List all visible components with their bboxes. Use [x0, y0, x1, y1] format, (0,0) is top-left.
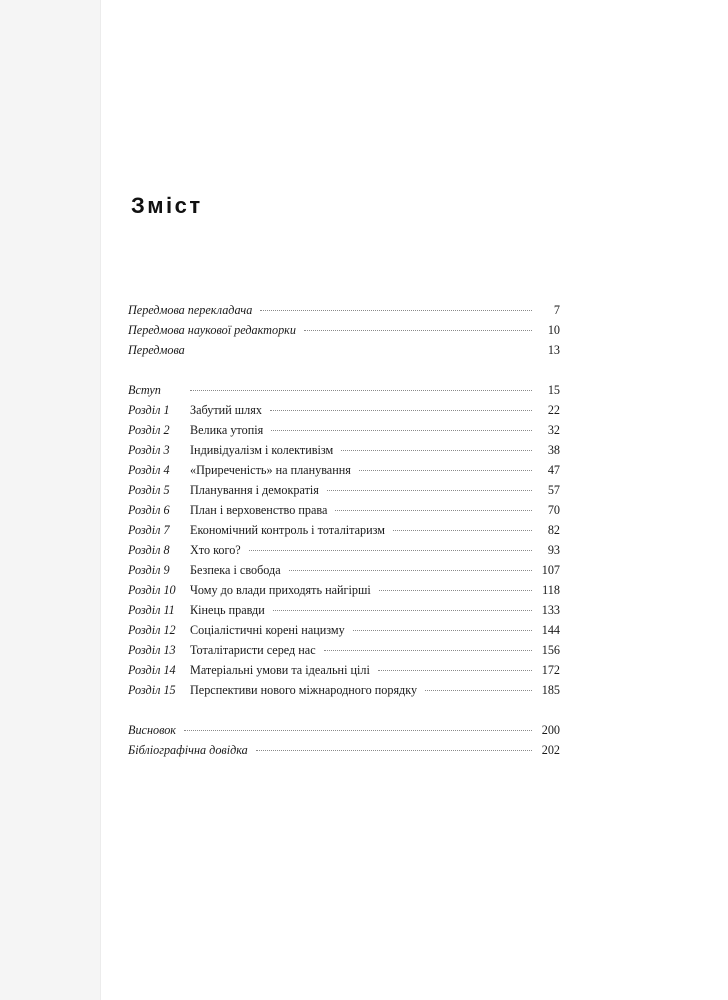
chapter-number: Розділ 15: [128, 683, 176, 697]
chapter-title: Індивідуалізм і колективізм: [190, 443, 334, 457]
dot-leader: [190, 390, 532, 391]
chapter-page: 82: [547, 523, 560, 537]
chapter-number: Розділ 2: [128, 423, 170, 437]
chapter-number: Розділ 1: [128, 403, 170, 417]
toc-chapter-row[interactable]: [128, 620, 560, 640]
chapter-number: Розділ 8: [128, 543, 170, 557]
toc-main: [128, 380, 560, 700]
dot-leader: [378, 670, 532, 671]
dot-leader: [289, 570, 532, 571]
toc-entry-title: Передмова: [128, 343, 185, 357]
toc-back-matter: [128, 720, 560, 760]
toc-chapter-row[interactable]: [128, 400, 560, 420]
chapter-number: Розділ 12: [128, 623, 176, 637]
toc-chapter-row[interactable]: [128, 560, 560, 580]
chapter-number: Розділ 14: [128, 663, 176, 677]
chapter-page: 38: [547, 443, 560, 457]
dot-leader: [327, 490, 532, 491]
chapter-title: Забутий шлях: [190, 403, 262, 417]
dot-leader: [184, 730, 532, 731]
chapter-page: 107: [541, 563, 560, 577]
chapter-page: 32: [547, 423, 560, 437]
chapter-title: Хто кого?: [190, 543, 241, 557]
toc-chapter-row[interactable]: [128, 420, 560, 440]
chapter-number: Розділ 9: [128, 563, 170, 577]
page-gutter-shadow: [0, 0, 101, 1000]
chapter-page: 172: [541, 663, 560, 677]
toc-chapter-row[interactable]: [128, 520, 560, 540]
chapter-title: Тоталітаристи серед нас: [190, 643, 316, 657]
chapter-page: 118: [542, 583, 560, 597]
toc-entry[interactable]: [128, 720, 560, 740]
toc-entry-title: Передмова наукової редакторки: [128, 323, 296, 337]
chapter-page: 57: [547, 483, 560, 497]
chapter-title: Велика утопія: [190, 423, 264, 437]
toc-entry-page: 7: [553, 303, 560, 317]
dot-leader: [249, 550, 532, 551]
chapter-number: Розділ 13: [128, 643, 176, 657]
toc-entry-page: 202: [541, 743, 560, 757]
dot-leader: [379, 590, 532, 591]
chapter-page: 144: [541, 623, 560, 637]
toc-chapter-row[interactable]: [128, 480, 560, 500]
dot-leader: [273, 610, 532, 611]
toc-entry[interactable]: [128, 740, 560, 760]
chapter-number: Розділ 10: [128, 583, 176, 597]
toc-entry[interactable]: [128, 320, 560, 340]
chapter-page: 70: [547, 503, 560, 517]
dot-leader: [425, 690, 532, 691]
chapter-title: Економічний контроль і тоталітаризм: [190, 523, 386, 537]
toc-entry[interactable]: [128, 300, 560, 320]
chapter-page: 47: [547, 463, 560, 477]
toc-entry-title: Бібліографічна довідка: [128, 743, 248, 757]
toc-chapter-row[interactable]: [128, 660, 560, 680]
chapter-number: Розділ 7: [128, 523, 170, 537]
dot-leader: [393, 530, 532, 531]
toc-entry-title: Вступ: [128, 383, 161, 397]
chapter-title: Безпека і свобода: [190, 563, 281, 577]
toc-chapter-row[interactable]: [128, 640, 560, 660]
chapter-page: 133: [541, 603, 560, 617]
toc-chapter-row[interactable]: [128, 680, 560, 700]
toc-entry-title: Передмова перекладача: [128, 303, 253, 317]
chapter-number: Розділ 11: [128, 603, 175, 617]
chapter-page: 185: [541, 683, 560, 697]
dot-leader: [341, 450, 532, 451]
toc-entry-page: 200: [541, 723, 560, 737]
chapter-page: 22: [547, 403, 560, 417]
dot-leader: [335, 510, 532, 511]
dot-leader: [271, 430, 532, 431]
chapter-number: Розділ 5: [128, 483, 170, 497]
dot-leader: [260, 310, 532, 311]
chapter-number: Розділ 4: [128, 463, 170, 477]
chapter-title: Кінець правди: [190, 603, 265, 617]
toc-chapter-row[interactable]: [128, 460, 560, 480]
toc-entry-title: Висновок: [128, 723, 177, 737]
toc-chapter-row[interactable]: [128, 540, 560, 560]
page-title: Зміст: [131, 193, 203, 218]
toc-entry-page: 13: [547, 343, 560, 357]
dot-leader: [304, 330, 532, 331]
toc-entry-intro[interactable]: [128, 380, 560, 400]
chapter-number: Розділ 6: [128, 503, 170, 517]
toc-entry-page: 10: [547, 323, 560, 337]
chapter-title: Планування і демократія: [190, 483, 319, 497]
toc-front-matter: [128, 300, 560, 360]
toc-chapter-row[interactable]: [128, 440, 560, 460]
table-of-contents: [128, 300, 560, 760]
toc-entry-page: 15: [547, 383, 560, 397]
chapter-title: Матеріальні умови та ідеальні цілі: [190, 663, 370, 677]
chapter-page: 93: [547, 543, 560, 557]
chapter-title: План і верховенство права: [190, 503, 328, 517]
dot-leader: [324, 650, 532, 651]
chapter-page: 156: [541, 643, 560, 657]
dot-leader: [353, 630, 532, 631]
chapter-number: Розділ 3: [128, 443, 170, 457]
chapter-title: Перспективи нового міжнародного порядку: [190, 683, 418, 697]
chapter-title: Чому до влади приходять найгірші: [190, 583, 371, 597]
chapter-title: Соціалістичні корені нацизму: [190, 623, 345, 637]
toc-chapter-row[interactable]: [128, 600, 560, 620]
toc-chapter-row[interactable]: [128, 500, 560, 520]
dot-leader: [256, 750, 532, 751]
toc-chapter-row[interactable]: [128, 580, 560, 600]
chapter-title: «Приреченість» на планування: [190, 463, 351, 477]
toc-entry[interactable]: [128, 340, 560, 360]
dot-leader: [359, 470, 532, 471]
dot-leader: [270, 410, 532, 411]
